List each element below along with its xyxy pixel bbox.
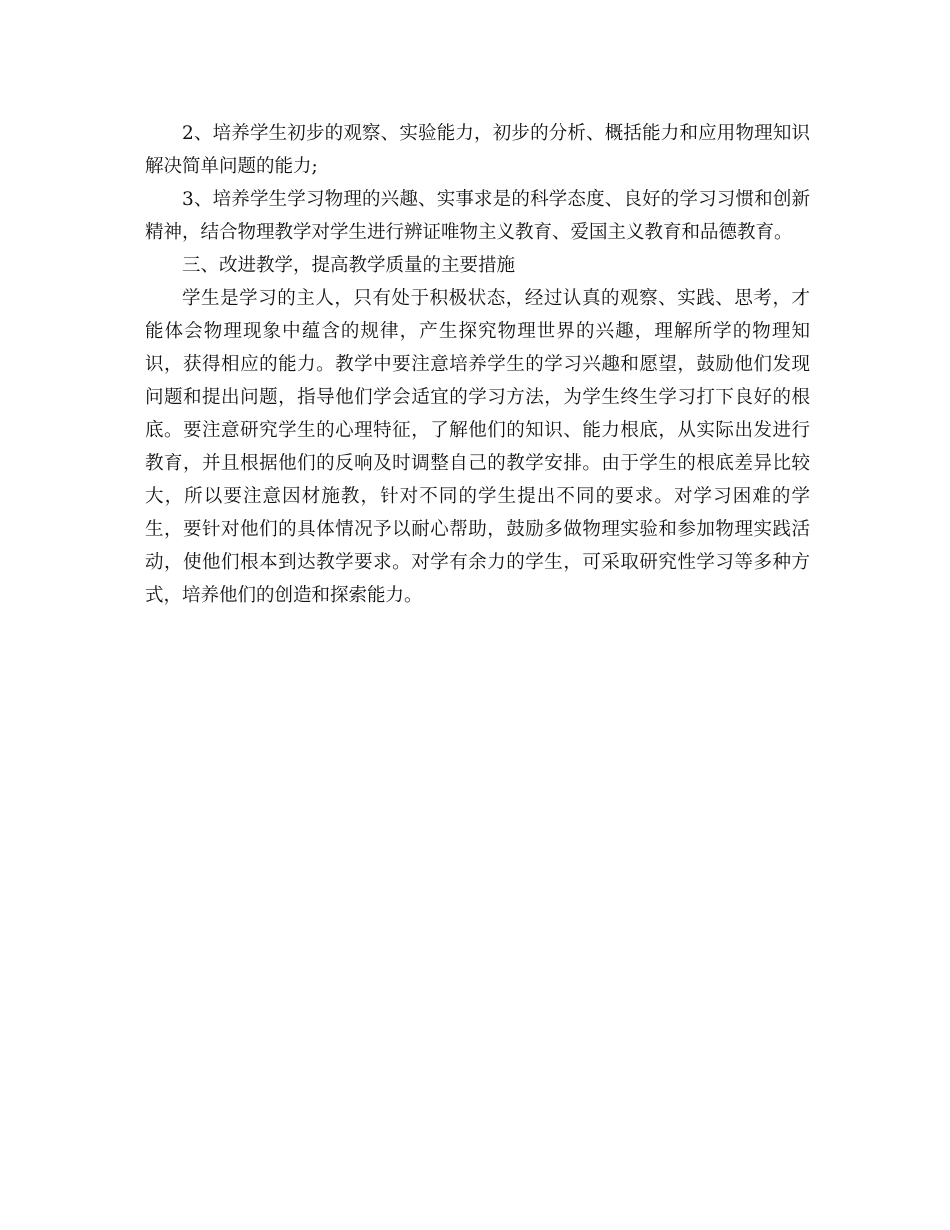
text-line: 精神，结合物理教学对学生进行辨证唯物主义教育、爱国主义教育和品德教育。 [145, 222, 793, 243]
text-line: 大，所以要注意因材施教，针对不同的学生提出不同的要求。对学习困难的学 [145, 486, 810, 507]
paragraph-goal-2 [145, 117, 810, 183]
text-line: 底。要注意研究学生的心理特征，了解他们的知识、能力根底，从实际出发进行 [145, 420, 810, 441]
text-line: 动，使他们根本到达教学要求。对学有余力的学生，可采取研究性学习等多种方 [145, 552, 810, 573]
text-line: 解决简单问题的能力; [145, 156, 318, 177]
text-line: 生，要针对他们的具体情况予以耐心帮助，鼓励多做物理实验和参加物理实践活 [145, 519, 810, 540]
text-line: 2、培养学生初步的观察、实验能力，初步的分析、概括能力和应用物理知识 [182, 123, 810, 144]
text-line: 3、培养学生学习物理的兴趣、实事求是的科学态度、良好的学习习惯和创新 [182, 189, 810, 210]
text-line: 问题和提出问题，指导他们学会适宜的学习方法，为学生终生学习打下良好的根 [145, 387, 810, 408]
paragraph-measures [145, 282, 810, 612]
text-line: 识，获得相应的能力。教学中要注意培养学生的学习兴趣和愿望，鼓励他们发现 [145, 354, 810, 375]
text-line: 学生是学习的主人，只有处于积极状态，经过认真的观察、实践、思考，才 [182, 288, 810, 309]
text-line: 能体会物理现象中蕴含的规律，产生探究物理世界的兴趣，理解所学的物理知 [145, 321, 810, 342]
section-heading [145, 249, 810, 282]
paragraph-goal-3 [145, 183, 810, 249]
section-title: 三、改进教学，提高教学质量的主要措施 [182, 255, 516, 276]
document-body [145, 117, 810, 612]
text-line: 教育，并且根据他们的反响及时调整自己的教学安排。由于学生的根底差异比较 [145, 453, 810, 474]
text-line: 式，培养他们的创造和探索能力。 [145, 585, 423, 606]
